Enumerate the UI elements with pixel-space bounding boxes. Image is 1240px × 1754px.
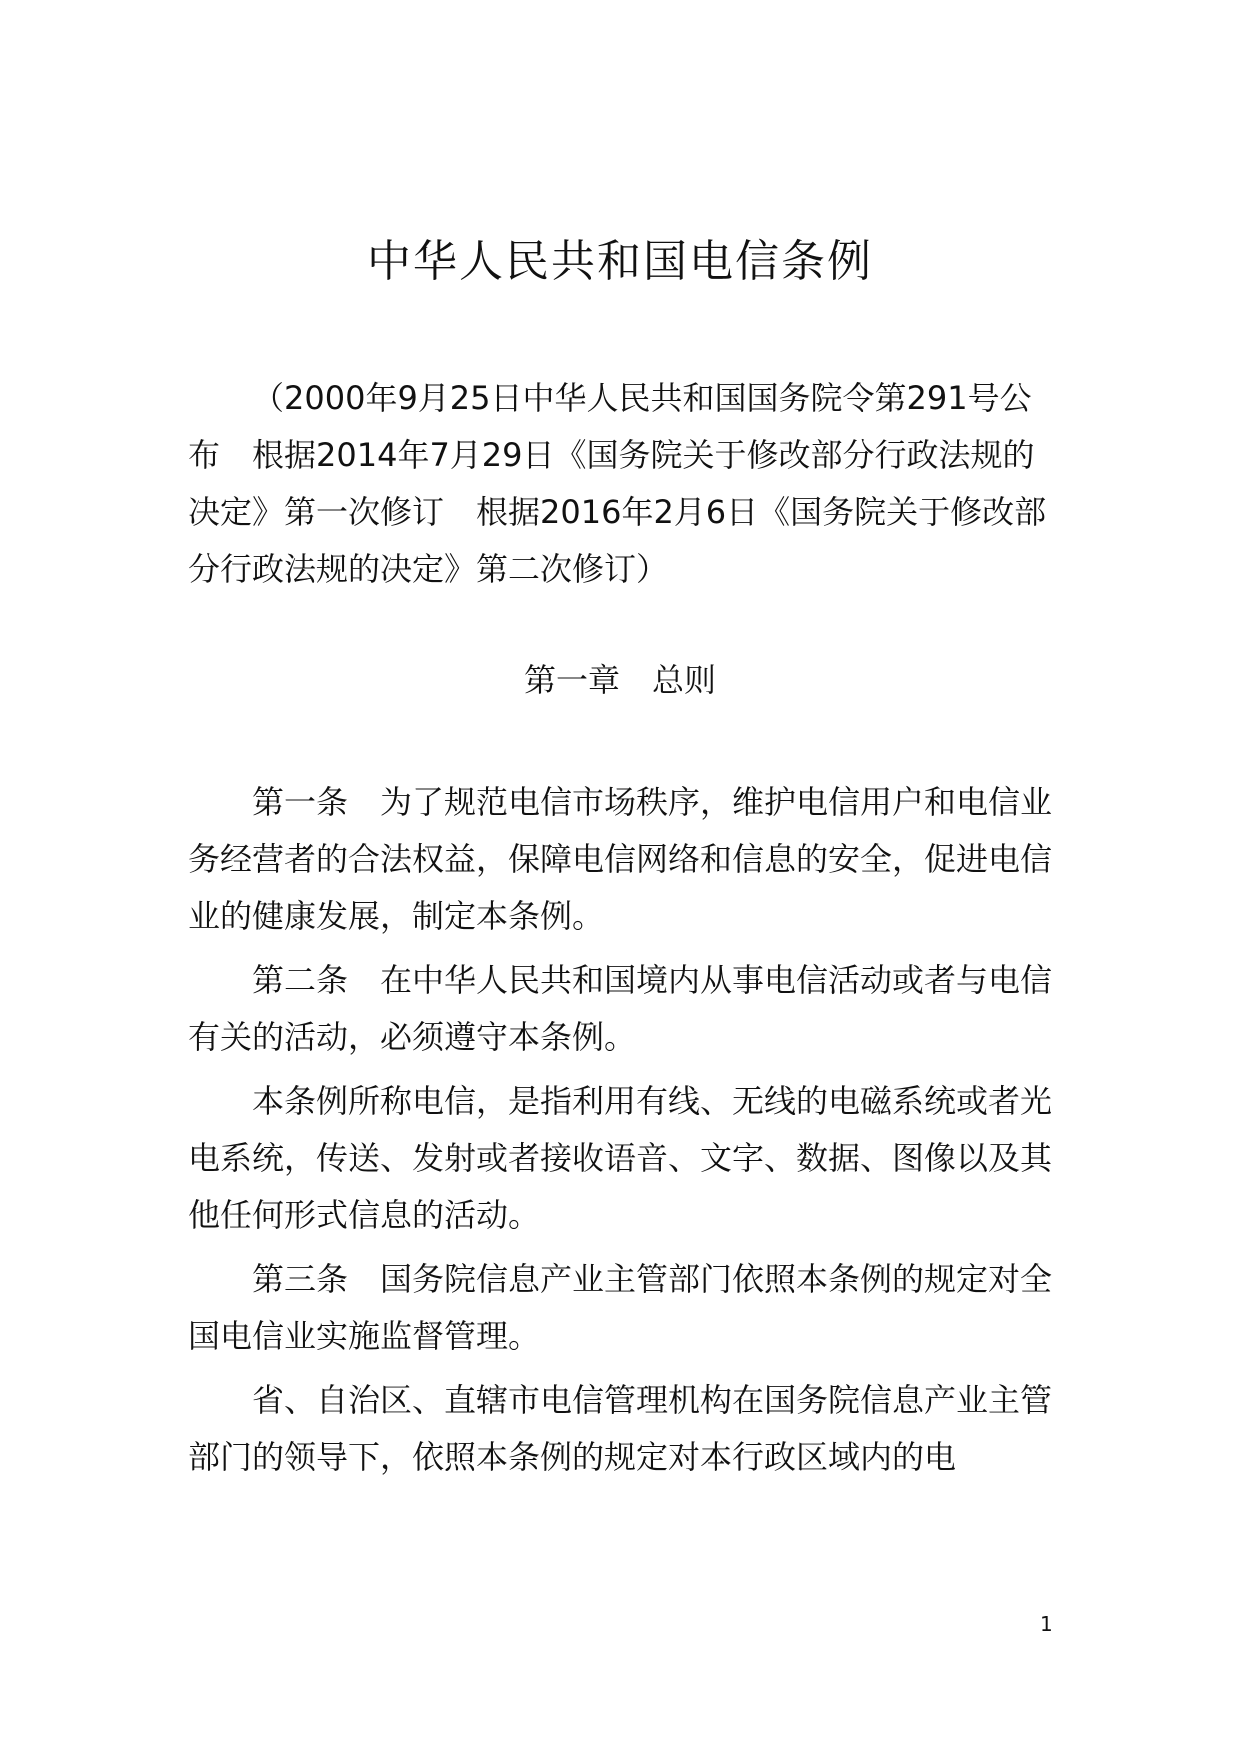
telecom-definition-paragraph: 本条例所称电信，是指利用有线、无线的电磁系统或者光电系统，传送、发射或者接收语音、文字、数据、图像以及其他任何形式信息的活动。 xyxy=(188,1082,1053,1234)
article-3-paragraph: 第三条 国务院信息产业主管部门依照本条例的规定对全国电信业实施监督管理。 xyxy=(188,1260,1053,1355)
provincial-authority-paragraph: 省、自治区、直辖市电信管理机构在国务院信息产业主管部门的领导下，依照本条例的规定对本行政区域内的电 xyxy=(188,1381,1053,1476)
document-title: 中华人民共和国电信条例 xyxy=(367,236,873,287)
page-number: 1 xyxy=(1040,1612,1053,1636)
chapter-heading: 第一章 总则 xyxy=(523,661,716,699)
article-text xyxy=(188,774,1054,1493)
article-2-paragraph: 第二条 在中华人民共和国境内从事电信活动或者与电信有关的活动，必须遵守本条例。 xyxy=(188,961,1053,1056)
article-1-paragraph: 第一条 为了规范电信市场秩序，维护电信用户和电信业务经营者的合法权益，保障电信网络和信息的安全，促进电信业的健康发展，制定本条例。 xyxy=(188,783,1053,935)
amendment-note: （2000年9月25日中华人民共和国国务院令第291号公布 根据2014年7月29日《国务院关于修改部分行政法规的决定》第一次修订 根据2016年2月6日《国务院关于修改部分行政法规的决定》第二次修订） xyxy=(188,379,1047,588)
